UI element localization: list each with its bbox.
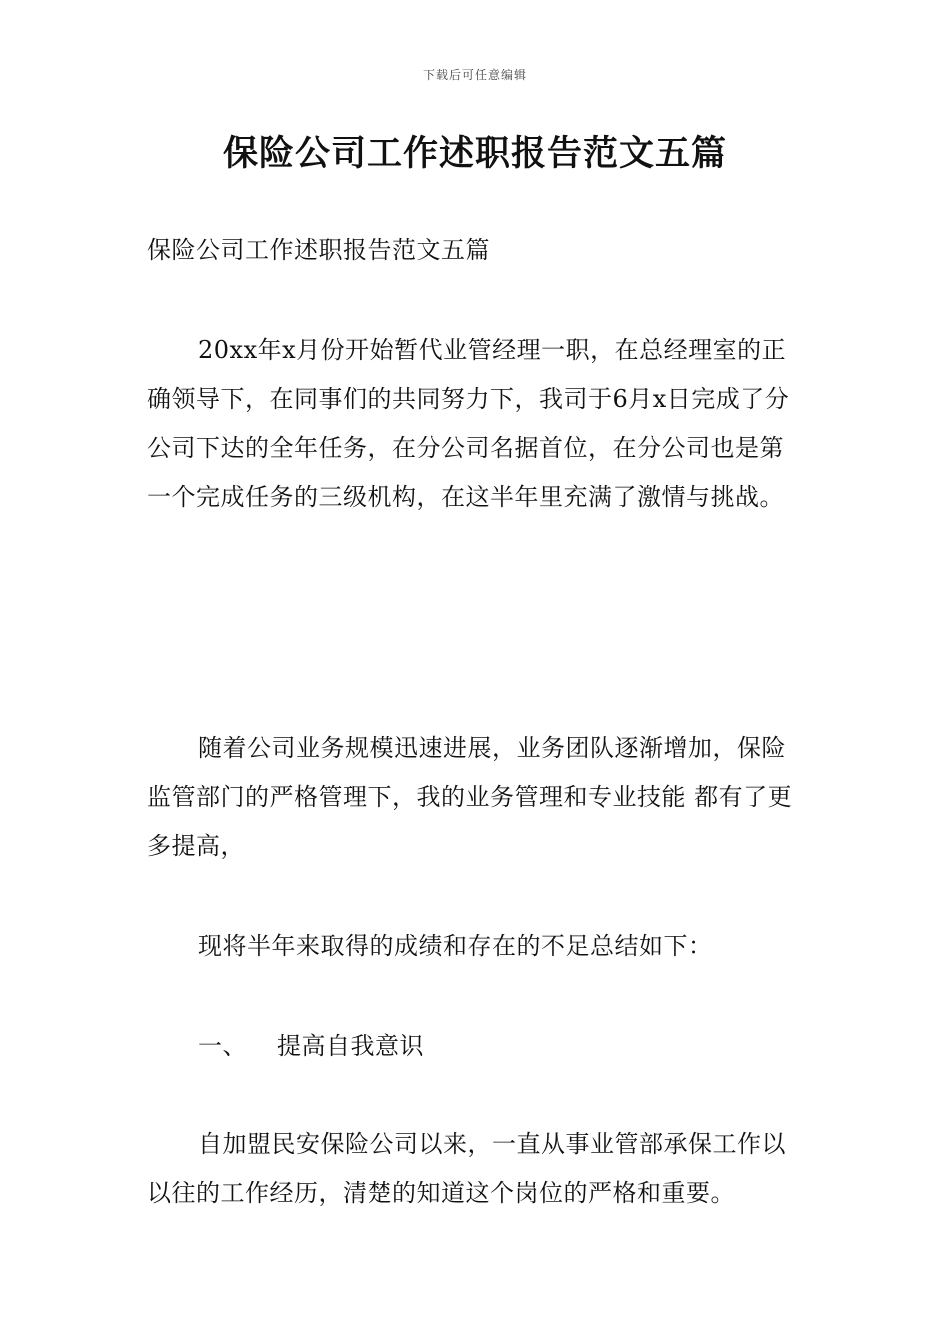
document-subtitle: 保险公司工作述职报告范文五篇 <box>147 236 490 264</box>
section-heading-text: 提高自我意识 <box>277 1032 424 1060</box>
header-note: 下载后可任意编辑 <box>422 68 527 82</box>
paragraph-5: 自加盟民安保险公司以来，一直从事业管部承保工作以以往的工作经历，清楚的知道这个岗位的严格和重要。 <box>147 1130 786 1207</box>
section-heading-1 <box>147 1022 807 1071</box>
section-number: 一、 <box>198 1032 247 1060</box>
paragraph-2: 随着公司业务规模迅速进展，业务团队逐渐增加，保险监管部门的严格管理下，我的业务管理和专业技能 都有了更多提高， <box>147 734 793 860</box>
paragraph-1: 20xx年x月份开始暂代业管经理一职，在总经理室的正确领导下，在同事们的共同努力下，我司于6月x日完成了分公司下达的全年任务，在分公司名据首位，在分公司也是第一个完成任务的三级机构，在这半年里充满了激情与挑战。 <box>147 336 790 511</box>
document-title: 保险公司工作述职报告范文五篇 <box>222 134 727 174</box>
paragraph-3: 现将半年来取得的成绩和存在的不足总结如下： <box>198 932 713 960</box>
